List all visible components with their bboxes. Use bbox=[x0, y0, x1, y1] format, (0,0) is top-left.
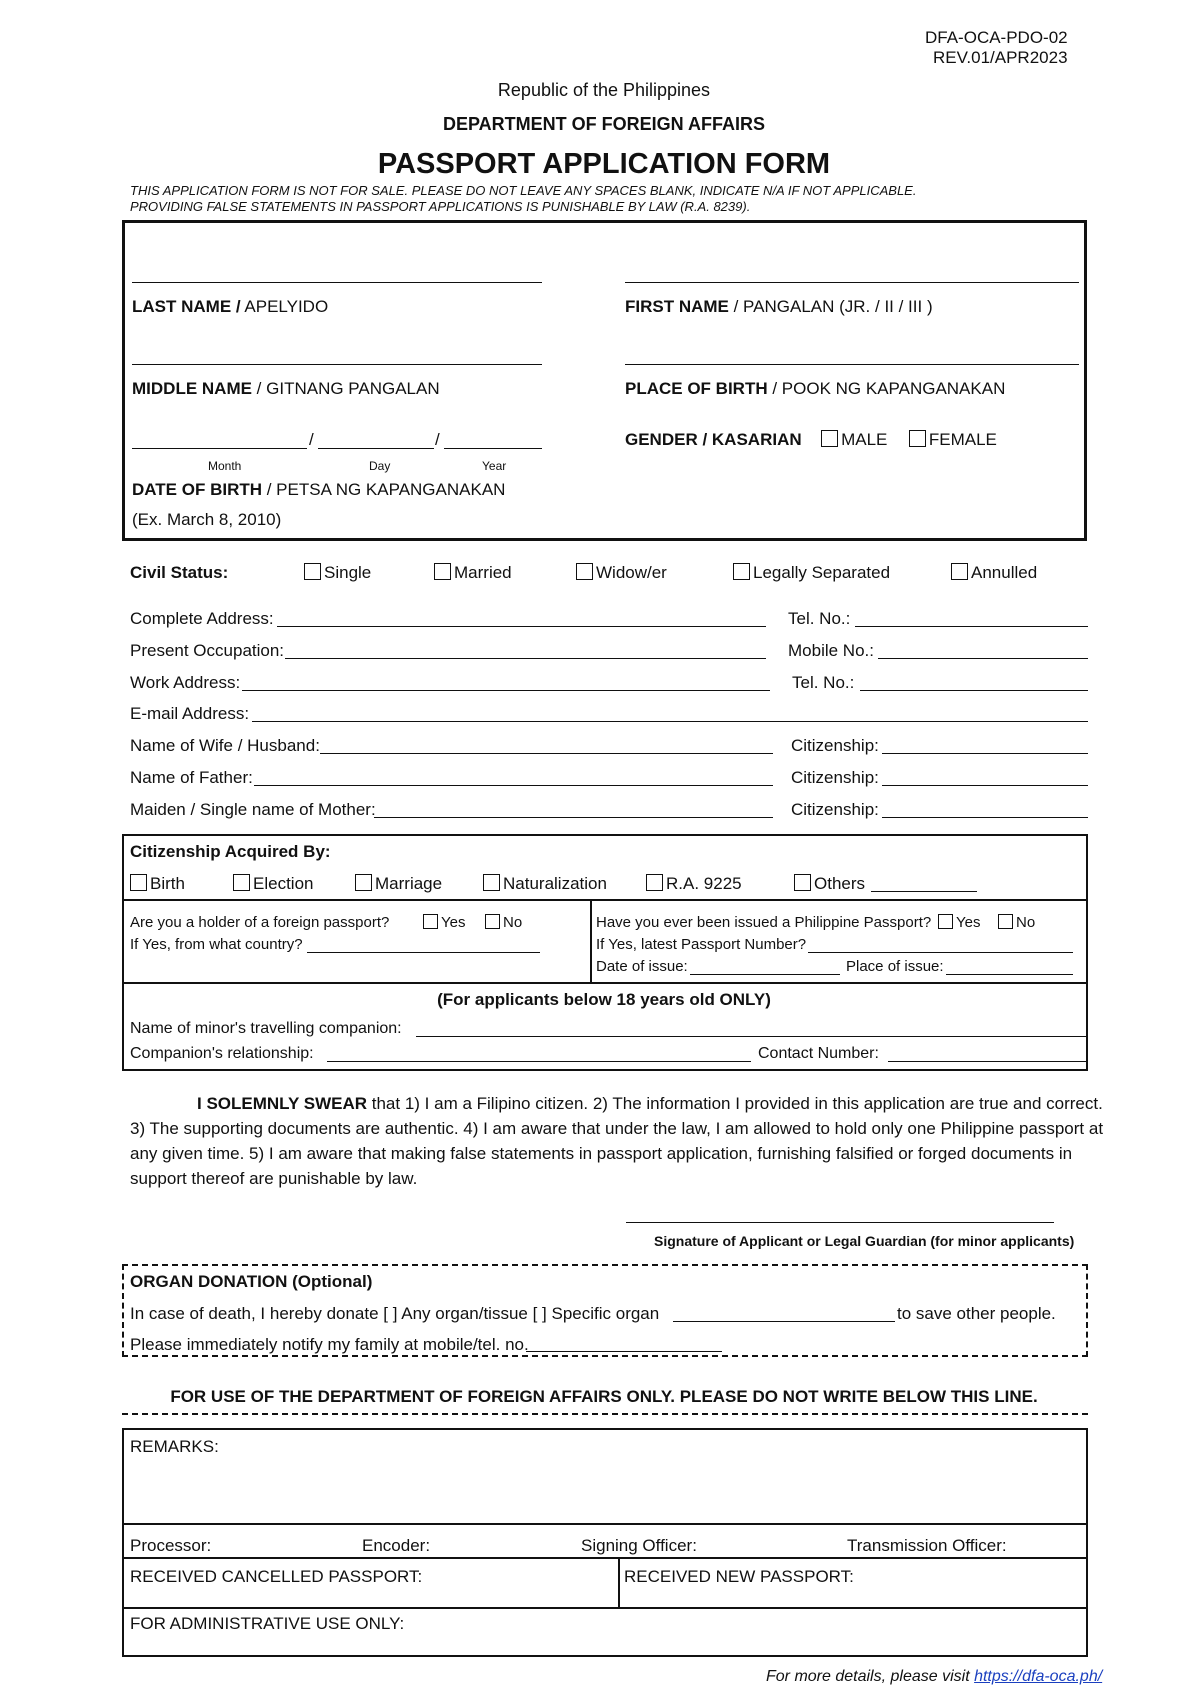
place-of-issue-label: Place of issue: bbox=[846, 958, 944, 975]
contact-number-field[interactable] bbox=[888, 1061, 1086, 1062]
relationship-field[interactable] bbox=[327, 1061, 751, 1062]
organ-line-2: Please immediately notify my family at mobile/tel. no. bbox=[130, 1335, 529, 1354]
foreign-country-label: If Yes, from what country? bbox=[130, 936, 303, 953]
father-label: Name of Father: bbox=[130, 768, 253, 787]
minors-heading: (For applicants below 18 years old ONLY) bbox=[437, 990, 771, 1009]
citizenship-field-1[interactable] bbox=[882, 753, 1088, 754]
organ-line-1: In case of death, I hereby donate [ ] Any organ/tissue [ ] Specific organ bbox=[130, 1304, 660, 1323]
ph-passport-number-label: If Yes, latest Passport Number? bbox=[596, 936, 807, 953]
first-name-field[interactable] bbox=[625, 282, 1079, 283]
divider bbox=[122, 899, 1088, 901]
dob-example: (Ex. March 8, 2010) bbox=[132, 510, 282, 529]
specific-organ-field[interactable] bbox=[673, 1321, 895, 1322]
page-title: PASSPORT APPLICATION FORM bbox=[377, 148, 831, 180]
spouse-field[interactable] bbox=[320, 753, 773, 754]
companion-field[interactable] bbox=[416, 1036, 1086, 1037]
single-checkbox[interactable] bbox=[304, 563, 321, 580]
place-of-birth-label: PLACE OF BIRTH / POOK NG KAPANGANAKAN bbox=[625, 379, 1006, 398]
middle-name-label: MIDDLE NAME / GITNANG PANGALAN bbox=[132, 379, 440, 398]
last-name-field[interactable] bbox=[132, 282, 542, 283]
gender-male-checkbox[interactable] bbox=[821, 430, 838, 447]
complete-address-label: Complete Address: bbox=[130, 609, 274, 628]
gender-male-label: MALE bbox=[841, 430, 888, 449]
civil-status-single[interactable]: Single bbox=[304, 563, 371, 583]
dob-year-field[interactable] bbox=[444, 448, 542, 449]
gender-female-label: FEMALE bbox=[928, 430, 997, 449]
citizenship-label-3: Citizenship: bbox=[791, 800, 879, 819]
date-of-issue-field[interactable] bbox=[690, 974, 840, 975]
remarks-label: REMARKS: bbox=[130, 1437, 219, 1456]
dob-day-field[interactable] bbox=[318, 448, 434, 449]
footer-note: For more details, please visit https://dfa-oca.ph/ bbox=[766, 1668, 1103, 1685]
foreign-passport-yes[interactable]: Yes bbox=[423, 914, 465, 931]
work-address-label: Work Address: bbox=[130, 673, 241, 692]
dob-label: DATE OF BIRTH / PETSA NG KAPANGANAKAN bbox=[132, 480, 506, 499]
email-label: E-mail Address: bbox=[130, 704, 250, 723]
ph-no-checkbox[interactable] bbox=[998, 914, 1013, 929]
admin-use-label: FOR ADMINISTRATIVE USE ONLY: bbox=[130, 1614, 405, 1633]
divider bbox=[122, 1523, 1088, 1525]
republic-label: Republic of the Philippines bbox=[497, 80, 711, 100]
marriage-checkbox[interactable] bbox=[355, 874, 372, 891]
foreign-country-field[interactable] bbox=[307, 952, 540, 953]
mother-label: Maiden / Single name of Mother: bbox=[130, 800, 376, 819]
citizenship-marriage[interactable]: Marriage bbox=[355, 874, 442, 894]
citizenship-birth[interactable]: Birth bbox=[130, 874, 185, 894]
divider bbox=[590, 899, 592, 982]
ph-passport-number-field[interactable] bbox=[808, 952, 1073, 953]
annulled-checkbox[interactable] bbox=[951, 563, 968, 580]
dob-separator: / bbox=[435, 430, 440, 449]
spouse-label: Name of Wife / Husband: bbox=[130, 736, 320, 755]
received-new-label: RECEIVED NEW PASSPORT: bbox=[624, 1567, 854, 1586]
oath-line-1: I SOLEMNLY SWEAR that 1) I am a Filipino citizen. 2) The information I provided in this application are true and correct. bbox=[197, 1094, 1103, 1113]
tel-no-label-2: Tel. No.: bbox=[792, 673, 855, 692]
organ-line-1-end: to save other people. bbox=[897, 1304, 1056, 1323]
civil-status-married[interactable]: Married bbox=[434, 563, 512, 583]
encoder-label: Encoder: bbox=[362, 1536, 431, 1555]
relationship-label: Companion's relationship: bbox=[130, 1045, 314, 1062]
civil-status-annulled[interactable]: Annulled bbox=[951, 563, 1037, 583]
notice-not-for-sale: THIS APPLICATION FORM IS NOT FOR SALE. PLEASE DO NOT LEAVE ANY SPACES BLANK, INDICATE N/A IF NOT APPLICABLE. bbox=[130, 183, 917, 198]
others-checkbox[interactable] bbox=[794, 874, 811, 891]
dob-year-label: Year bbox=[482, 459, 507, 473]
father-field[interactable] bbox=[254, 785, 773, 786]
contact-number-label: Contact Number: bbox=[758, 1045, 879, 1062]
date-of-issue-label: Date of issue: bbox=[596, 958, 688, 975]
naturalization-checkbox[interactable] bbox=[483, 874, 500, 891]
mother-field[interactable] bbox=[374, 817, 773, 818]
citizenship-label-1: Citizenship: bbox=[791, 736, 879, 755]
citizenship-field-2[interactable] bbox=[882, 785, 1088, 786]
separated-checkbox[interactable] bbox=[733, 563, 750, 580]
ra9225-checkbox[interactable] bbox=[646, 874, 663, 891]
oath-line-2: 3) The supporting documents are authentic. 4) I am aware that under the law, I am allowed to hold only one Philippine passport at bbox=[130, 1119, 1104, 1138]
notify-number-field[interactable] bbox=[526, 1351, 722, 1352]
first-name-label: FIRST NAME / PANGALAN (JR. / II / III ) bbox=[625, 297, 933, 316]
department-label: DEPARTMENT OF FOREIGN AFFAIRS bbox=[443, 114, 765, 134]
birth-checkbox[interactable] bbox=[130, 874, 147, 891]
election-checkbox[interactable] bbox=[233, 874, 250, 891]
divider bbox=[122, 1607, 1088, 1609]
ph-passport-no[interactable]: No bbox=[998, 914, 1035, 931]
cut-line bbox=[122, 1413, 1088, 1415]
divider bbox=[122, 1557, 1088, 1559]
foreign-yes-checkbox[interactable] bbox=[423, 914, 438, 929]
citizenship-election[interactable]: Election bbox=[233, 874, 313, 894]
ph-yes-checkbox[interactable] bbox=[938, 914, 953, 929]
citizenship-field-3[interactable] bbox=[882, 817, 1088, 818]
civil-status-separated[interactable]: Legally Separated bbox=[733, 563, 890, 583]
form-code: DFA-OCA-PDO-02 bbox=[925, 28, 1068, 47]
present-occupation-label: Present Occupation: bbox=[130, 641, 285, 660]
dob-day-label: Day bbox=[369, 459, 391, 473]
citizenship-ra9225[interactable]: R.A. 9225 bbox=[646, 874, 742, 894]
tel-no-label-1: Tel. No.: bbox=[788, 609, 851, 628]
signature-field[interactable] bbox=[626, 1222, 1054, 1223]
citizenship-others[interactable]: Others bbox=[794, 874, 865, 894]
divider bbox=[618, 1557, 620, 1607]
foreign-passport-no[interactable]: No bbox=[485, 914, 522, 931]
ph-passport-question: Have you ever been issued a Philippine Passport? bbox=[596, 914, 932, 931]
place-of-issue-field[interactable] bbox=[946, 974, 1073, 975]
signing-officer-label: Signing Officer: bbox=[581, 1536, 697, 1555]
dob-month-label: Month bbox=[208, 459, 242, 473]
citizenship-label-2: Citizenship: bbox=[791, 768, 879, 787]
gender-row bbox=[625, 430, 997, 450]
last-name-label: LAST NAME / APELYIDO bbox=[132, 297, 329, 316]
middle-name-field[interactable] bbox=[132, 364, 542, 365]
oath-line-4: support thereof are punishable by law. bbox=[130, 1169, 418, 1188]
organ-heading: ORGAN DONATION (Optional) bbox=[130, 1272, 373, 1291]
foreign-passport-question: Are you a holder of a foreign passport? bbox=[130, 914, 390, 931]
civil-status-label: Civil Status: bbox=[130, 563, 229, 582]
ph-passport-yes[interactable]: Yes bbox=[938, 914, 980, 931]
oath-line-3: any given time. 5) I am aware that making false statements in passport application, furnishing falsified or forged documents in bbox=[130, 1144, 1073, 1163]
email-field[interactable] bbox=[252, 721, 1088, 722]
work-address-field[interactable] bbox=[242, 690, 770, 691]
foreign-no-checkbox[interactable] bbox=[485, 914, 500, 929]
widow-checkbox[interactable] bbox=[576, 563, 593, 580]
footer-link[interactable]: https://dfa-oca.ph/ bbox=[974, 1668, 1103, 1685]
tel-no-field-2[interactable] bbox=[860, 690, 1088, 691]
signature-label: Signature of Applicant or Legal Guardian (for minor applicants) bbox=[654, 1233, 1075, 1249]
dob-separator: / bbox=[309, 430, 314, 449]
citizenship-acquired-label: Citizenship Acquired By: bbox=[130, 842, 331, 861]
complete-address-field[interactable] bbox=[277, 626, 766, 627]
mobile-no-field[interactable] bbox=[878, 658, 1088, 659]
form-revision: REV.01/APR2023 bbox=[933, 48, 1068, 67]
mobile-no-label: Mobile No.: bbox=[788, 641, 874, 660]
gender-female-checkbox[interactable] bbox=[909, 430, 926, 447]
civil-status-widow[interactable]: Widow/er bbox=[576, 563, 667, 583]
tel-no-field-1[interactable] bbox=[855, 626, 1088, 627]
processor-label: Processor: bbox=[130, 1536, 212, 1555]
divider bbox=[122, 982, 1088, 984]
dob-month-field[interactable] bbox=[132, 448, 307, 449]
notice-false-statements: PROVIDING FALSE STATEMENTS IN PASSPORT APPLICATIONS IS PUNISHABLE BY LAW (R.A. 8239). bbox=[130, 199, 751, 214]
companion-label: Name of minor's travelling companion: bbox=[130, 1020, 402, 1037]
citizenship-naturalization[interactable]: Naturalization bbox=[483, 874, 607, 894]
others-field[interactable] bbox=[871, 891, 977, 892]
place-of-birth-field[interactable] bbox=[625, 364, 1079, 365]
received-cancelled-label: RECEIVED CANCELLED PASSPORT: bbox=[130, 1567, 423, 1586]
married-checkbox[interactable] bbox=[434, 563, 451, 580]
present-occupation-field[interactable] bbox=[285, 658, 766, 659]
gender-label: GENDER / KASARIAN bbox=[625, 430, 802, 449]
office-use-heading: FOR USE OF THE DEPARTMENT OF FOREIGN AFFAIRS ONLY. PLEASE DO NOT WRITE BELOW THIS LINE. bbox=[170, 1387, 1038, 1406]
transmission-officer-label: Transmission Officer: bbox=[847, 1536, 1007, 1555]
